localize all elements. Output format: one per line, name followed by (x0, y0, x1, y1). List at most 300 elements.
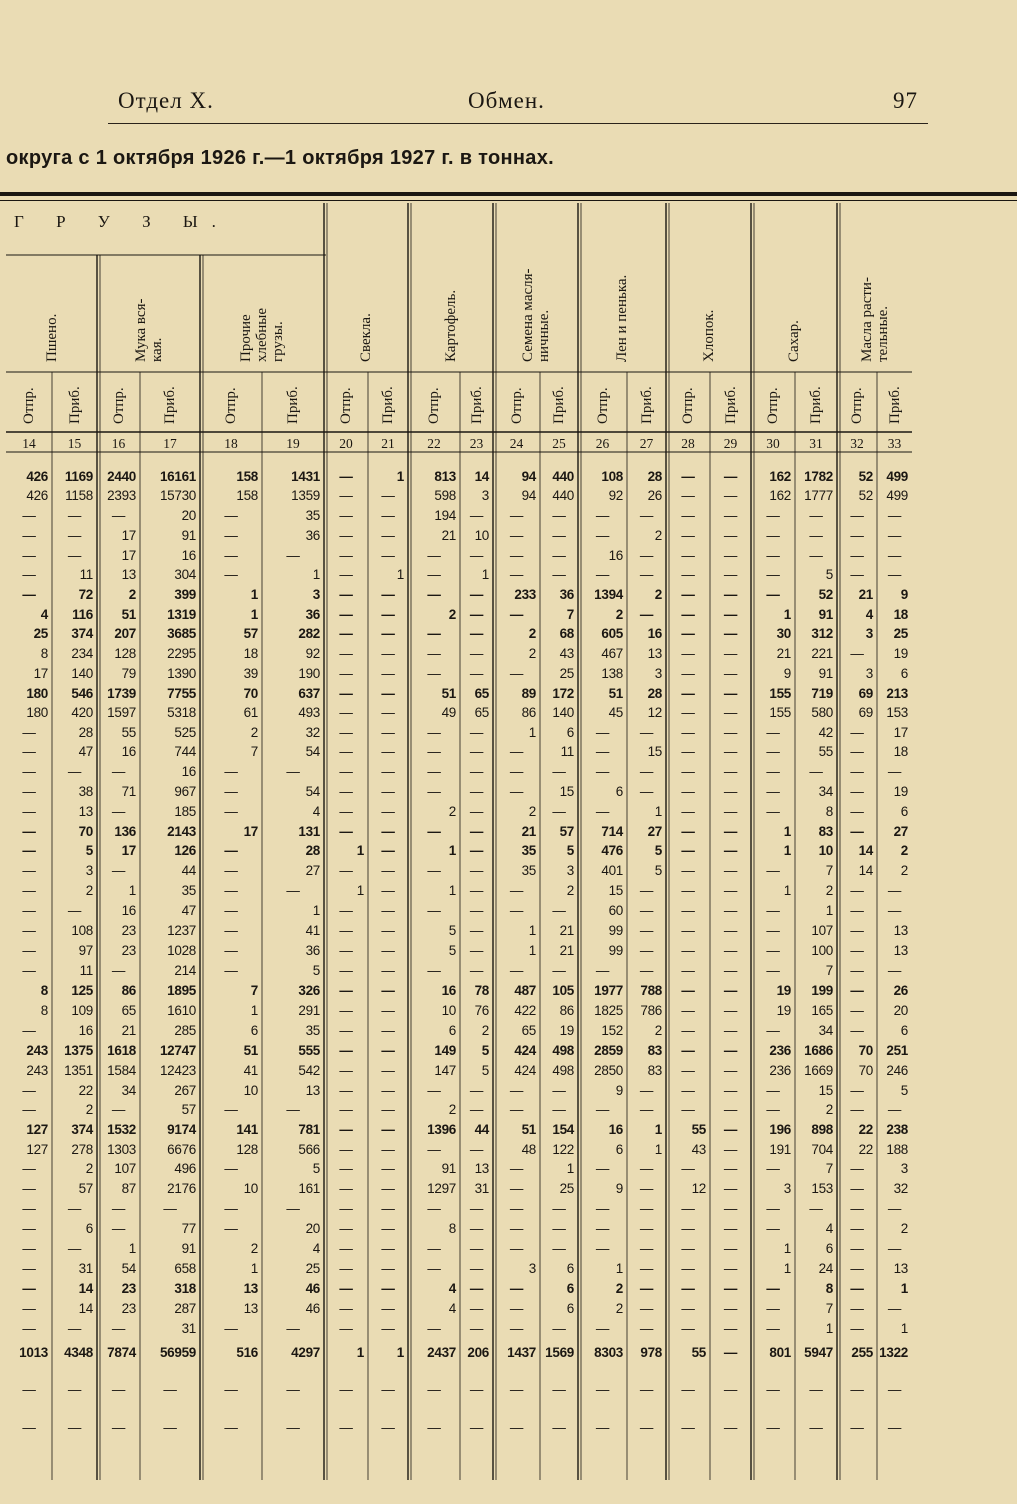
table-cell: — (22, 1281, 36, 1296)
table-cell: 8 (825, 1281, 833, 1296)
table-cell: 35 (521, 863, 536, 878)
table-cell: — (469, 883, 484, 898)
sublabel-in-1: Приб. (66, 386, 83, 424)
table-cell: 246 (886, 1063, 908, 1078)
table-cell: 14 (78, 1281, 93, 1296)
table-cell: 154 (552, 1122, 574, 1137)
table-cell: 1 (900, 1321, 908, 1336)
table-cell: 55 (121, 725, 136, 740)
table-cell: — (552, 1382, 566, 1397)
table-cell: 1 (250, 587, 258, 602)
table-cell: — (286, 1321, 300, 1336)
table-cell: — (67, 528, 82, 543)
table-cell: — (67, 1201, 82, 1216)
table-cell: 15 (818, 1083, 833, 1098)
table-cell: 401 (601, 863, 623, 878)
table-cell: — (381, 824, 395, 839)
table-cell: 1394 (594, 587, 623, 602)
table-cell: 499 (886, 469, 908, 484)
table-cell: — (552, 567, 566, 582)
table-cell: — (427, 548, 441, 563)
table-cell: 2 (85, 1102, 93, 1117)
table-cell: 1375 (64, 1043, 93, 1058)
table-cell: 1777 (804, 488, 833, 503)
table-cell: 116 (72, 607, 93, 622)
table-cell: 185 (174, 804, 196, 819)
table-cell: — (723, 1063, 738, 1078)
table-cell: 8 (448, 1221, 456, 1236)
table-cell: 51 (441, 686, 456, 701)
table-cell: 3 (566, 863, 574, 878)
table-cell: 196 (769, 1122, 791, 1137)
table-cell: 1 (528, 923, 536, 938)
table-cell: 21 (521, 824, 536, 839)
table-cell: — (339, 1241, 353, 1256)
table-cell: — (723, 903, 738, 918)
table-cell: 34 (121, 1083, 136, 1098)
column-number: 26 (595, 436, 610, 451)
table-cell: 714 (601, 824, 623, 839)
table-cell: — (723, 1161, 738, 1176)
table-cell: — (224, 508, 238, 523)
table-cell: — (469, 1201, 484, 1216)
table-cell: 1 (783, 607, 791, 622)
column-number: 15 (67, 436, 82, 451)
table-cell: — (766, 923, 780, 938)
table-cell: — (224, 1321, 238, 1336)
table-cell: 605 (601, 626, 623, 641)
table-cell: — (681, 1083, 695, 1098)
commodity-header-9: Масла расти- тельные. (858, 277, 891, 362)
table-cell: 2 (250, 725, 258, 740)
table-cell: 580 (811, 705, 833, 720)
table-cell: — (595, 963, 610, 978)
table-cell: 1 (396, 469, 404, 484)
table-cell: — (850, 764, 864, 779)
table-cell: 1610 (167, 1003, 196, 1018)
table-cell: — (469, 804, 484, 819)
table-cell: — (723, 1142, 738, 1157)
table-cell: — (766, 1102, 780, 1117)
table-cell: 2295 (167, 646, 196, 661)
table-cell: — (224, 1161, 238, 1176)
table-cell: — (723, 1043, 738, 1058)
table-cell: — (469, 1142, 484, 1157)
table-cell: — (381, 1420, 395, 1435)
table-cell: — (111, 1420, 126, 1435)
table-cell: 233 (514, 587, 536, 602)
table-cell: 109 (71, 1003, 93, 1018)
table-cell: — (766, 1321, 780, 1336)
table-cell: — (681, 587, 695, 602)
table-cell: — (427, 587, 441, 602)
column-number: 32 (850, 436, 864, 451)
table-cell: — (381, 764, 395, 779)
table-cell: — (723, 943, 738, 958)
table-cell: — (339, 1281, 353, 1296)
table-cell: 637 (298, 686, 320, 701)
table-cell: 9 (615, 1181, 623, 1196)
table-cell: — (427, 824, 441, 839)
table-cell: 12 (691, 1181, 706, 1196)
table-cell: 1825 (594, 1003, 623, 1018)
table-cell: 52 (858, 469, 873, 484)
table-cell: — (595, 764, 610, 779)
table-cell: — (723, 587, 738, 602)
table-cell: — (22, 1221, 36, 1236)
table-cell: — (22, 744, 36, 759)
table-cell: — (809, 528, 823, 543)
table-cell: — (286, 764, 300, 779)
table-cell: — (509, 1083, 524, 1098)
table-cell: — (850, 1420, 864, 1435)
table-cell: 2 (528, 646, 536, 661)
column-number: 16 (111, 436, 126, 451)
table-cell: 487 (514, 983, 536, 998)
table-cell: — (67, 764, 82, 779)
table-cell: 55 (691, 1122, 706, 1137)
column-number: 33 (887, 436, 902, 451)
table-cell: 52 (858, 488, 873, 503)
table-cell: — (850, 548, 864, 563)
column-number: 23 (469, 436, 484, 451)
table-cell: — (469, 1102, 484, 1117)
table-cell: 1584 (107, 1063, 136, 1078)
table-cell: — (509, 1420, 524, 1435)
table-cell: — (595, 744, 610, 759)
table-cell: 476 (601, 843, 623, 858)
table-cell: 236 (769, 1063, 791, 1078)
table-cell: — (723, 1102, 738, 1117)
table-cell: — (887, 1420, 902, 1435)
table-cell: 1782 (804, 469, 833, 484)
table-cell: 2 (615, 1301, 623, 1316)
table-cell: — (22, 587, 36, 602)
table-cell: — (766, 804, 780, 819)
table-cell: — (850, 1261, 864, 1276)
table-cell: — (381, 963, 395, 978)
table-cell: — (766, 528, 780, 543)
table-cell: 13 (305, 1083, 320, 1098)
table-cell: — (381, 666, 395, 681)
table-cell: 17 (33, 666, 48, 681)
table-cell: — (339, 1382, 353, 1397)
table-cell: — (381, 1102, 395, 1117)
table-cell: 140 (552, 705, 574, 720)
table-cell: 1 (356, 1345, 364, 1360)
table-cell: — (509, 1181, 524, 1196)
table-cell: 19 (893, 646, 908, 661)
table-cell: 1158 (65, 488, 93, 503)
table-cell: 28 (305, 843, 320, 858)
table-cell: — (22, 963, 36, 978)
table-cell: 11 (79, 963, 93, 978)
table-cell: 23 (121, 1281, 136, 1296)
table-cell: 19 (776, 1003, 791, 1018)
table-cell: — (595, 1420, 610, 1435)
table-cell: — (681, 666, 695, 681)
table-cell: — (850, 1003, 864, 1018)
table-cell: — (381, 1181, 395, 1196)
table-cell: — (887, 1241, 902, 1256)
table-cell: — (850, 646, 864, 661)
table-cell: — (111, 963, 126, 978)
table-cell: — (639, 725, 654, 740)
table-cell: 47 (181, 903, 196, 918)
table-cell: — (723, 1003, 738, 1018)
table-cell: — (339, 469, 353, 484)
table-cell: — (339, 1102, 353, 1117)
table-cell: — (595, 528, 610, 543)
table-cell: 8303 (594, 1345, 623, 1360)
table-cell: — (809, 1201, 823, 1216)
column-number: 30 (766, 436, 780, 451)
table-cell: — (681, 963, 695, 978)
table-cell: — (766, 1281, 780, 1296)
table-cell: 17 (243, 824, 258, 839)
table-cell: — (723, 666, 738, 681)
table-cell: — (339, 1201, 353, 1216)
table-cell: — (809, 548, 823, 563)
table-cell: 34 (818, 1023, 833, 1038)
table-cell: — (850, 1023, 864, 1038)
table-cell: 35 (305, 508, 320, 523)
table-cell: 91 (441, 1161, 456, 1176)
table-cell: — (552, 804, 566, 819)
table-cell: 16 (78, 1023, 93, 1038)
table-cell: — (509, 1382, 524, 1397)
table-cell: — (723, 843, 738, 858)
table-cell: — (766, 1083, 780, 1098)
table-cell: — (339, 1063, 353, 1078)
table-cell: — (469, 1261, 484, 1276)
table-cell: 1 (250, 1003, 258, 1018)
table-cell: — (163, 1382, 177, 1397)
table-cell: 2 (528, 626, 536, 641)
table-cell: — (723, 1281, 738, 1296)
table-cell: — (22, 784, 36, 799)
table-cell: — (469, 903, 484, 918)
table-cell: — (723, 744, 738, 759)
table-cell: 17 (121, 528, 136, 543)
sublabel-in-17: Приб. (808, 386, 824, 424)
table-cell: 1 (528, 943, 536, 958)
table-cell: — (469, 646, 484, 661)
table-cell: — (766, 587, 780, 602)
table-cell: — (723, 508, 738, 523)
table-cell: 16 (441, 983, 456, 998)
table-cell: 2176 (167, 1181, 196, 1196)
table-cell: 52 (818, 587, 833, 602)
table-cell: — (850, 804, 864, 819)
table-cell: — (224, 883, 238, 898)
table-cell: — (469, 548, 484, 563)
table-cell: 282 (298, 626, 320, 641)
table-cell: — (639, 1221, 654, 1236)
table-cell: — (469, 863, 484, 878)
table-cell: — (850, 725, 864, 740)
table-cell: — (381, 923, 395, 938)
column-number: 19 (286, 436, 300, 451)
table-cell: — (381, 1122, 395, 1137)
table-cell: 2393 (107, 488, 136, 503)
table-cell: 374 (71, 1122, 93, 1137)
column-number: 22 (427, 436, 441, 451)
table-cell: — (509, 1161, 524, 1176)
table-cell: 6 (448, 1023, 456, 1038)
table-cell: — (427, 725, 441, 740)
table-cell: 4 (448, 1301, 456, 1316)
table-cell: — (681, 883, 695, 898)
table-cell: — (639, 1102, 654, 1117)
table-cell: 36 (305, 607, 320, 622)
table-cell: 128 (236, 1142, 258, 1157)
table-cell: 12747 (159, 1043, 196, 1058)
table-cell: — (381, 1161, 395, 1176)
table-cell: 34 (818, 784, 833, 799)
table-cell: — (469, 725, 484, 740)
table-cell: — (887, 1102, 902, 1117)
table-cell: 161 (298, 1181, 320, 1196)
table-cell: — (723, 804, 738, 819)
table-cell: 8 (40, 1003, 48, 1018)
table-cell: — (681, 1281, 695, 1296)
table-cell: 13 (647, 646, 662, 661)
table-cell: 2 (654, 528, 662, 543)
table-cell: 35 (521, 843, 536, 858)
table-cell: — (681, 1221, 695, 1236)
table-cell: 7 (566, 607, 574, 622)
table-cell: 162 (769, 488, 791, 503)
table-cell: — (850, 1301, 864, 1316)
table-cell: 91 (818, 666, 833, 681)
table-cell: — (163, 1420, 177, 1435)
table-cell: 31 (474, 1181, 489, 1196)
table-cell: — (723, 1181, 738, 1196)
table-cell: — (469, 1382, 484, 1397)
table-cell: — (850, 923, 864, 938)
table-cell: 28 (647, 469, 662, 484)
table-cell: 2 (654, 587, 662, 602)
table-cell: 16 (608, 548, 623, 563)
table-cell: 2143 (167, 824, 196, 839)
table-cell: — (469, 1301, 484, 1316)
table-cell: — (224, 804, 238, 819)
table-cell: 56959 (159, 1345, 196, 1360)
chapter-label: Обмен. (468, 88, 545, 113)
table-cell: — (381, 1261, 395, 1276)
table-cell: 7874 (107, 1345, 136, 1360)
table-cell: — (809, 508, 823, 523)
table-cell: 22 (78, 1083, 93, 1098)
table-cell: — (427, 1201, 441, 1216)
table-cell: 6676 (167, 1142, 196, 1157)
table-cell: 291 (298, 1003, 320, 1018)
table-cell: — (850, 567, 864, 582)
table-cell: — (427, 784, 441, 799)
table-cell: — (286, 883, 300, 898)
table-cell: 35 (305, 1023, 320, 1038)
table-cell: — (381, 1221, 395, 1236)
table-cell: 138 (601, 666, 623, 681)
table-cell: 2 (654, 1023, 662, 1038)
table-cell: 6 (615, 1142, 623, 1157)
table-cell: 546 (71, 686, 93, 701)
table-cell: 141 (236, 1122, 258, 1137)
table-cell: — (509, 764, 524, 779)
table-cell: — (639, 1261, 654, 1276)
table-cell: — (766, 903, 780, 918)
table-cell: — (639, 1201, 654, 1216)
table-cell: 318 (174, 1281, 196, 1296)
table-cell: — (381, 488, 395, 503)
table-cell: — (766, 744, 780, 759)
table-cell: — (850, 1321, 864, 1336)
table-cell: — (381, 1301, 395, 1316)
table-cell: 94 (521, 469, 536, 484)
table-cell: 94 (521, 488, 536, 503)
table-cell: — (639, 784, 654, 799)
table-cell: 5 (448, 923, 456, 938)
table-cell: — (509, 883, 524, 898)
table-cell: 8 (825, 804, 833, 819)
table-cell: — (381, 863, 395, 878)
table-cell: 6 (825, 1241, 833, 1256)
table-cell: — (509, 1201, 524, 1216)
table-cell: 14 (858, 843, 873, 858)
table-cell: — (381, 1043, 395, 1058)
table-cell: 42 (818, 725, 833, 740)
table-cell: 1 (783, 1261, 791, 1276)
table-cell: — (809, 764, 823, 779)
table-cell: 11 (79, 567, 93, 582)
column-number: 31 (809, 436, 823, 451)
table-cell: 1 (481, 567, 489, 582)
table-cell: 20 (893, 1003, 908, 1018)
table-cell: — (887, 764, 902, 779)
table-cell: — (22, 1382, 36, 1397)
table-cell: 180 (26, 705, 48, 720)
table-cell: — (850, 1382, 864, 1397)
table-cell: — (681, 1420, 695, 1435)
table-cell: — (723, 488, 738, 503)
table-cell: 2 (528, 804, 536, 819)
table-cell: 45 (608, 705, 623, 720)
table-cell: 285 (174, 1023, 196, 1038)
table-cell: 158 (236, 469, 258, 484)
table-cell: 16 (181, 764, 196, 779)
table-cell: — (381, 903, 395, 918)
table-cell: — (766, 725, 780, 740)
table-cell: 147 (434, 1063, 456, 1078)
table-cell: — (427, 1261, 441, 1276)
table-cell: 658 (174, 1261, 196, 1276)
table-cell: 3 (312, 587, 320, 602)
table-cell: — (723, 1321, 738, 1336)
table-cell: 23 (121, 923, 136, 938)
table-cell: 131 (298, 824, 320, 839)
table-cell: 5 (566, 843, 574, 858)
table-cell: — (681, 469, 695, 484)
table-cell: — (339, 587, 353, 602)
table-cell: 92 (608, 488, 623, 503)
table-cell: 86 (559, 1003, 574, 1018)
table-cell: 13 (78, 804, 93, 819)
table-cell: 4297 (291, 1345, 320, 1360)
table-cell: — (850, 903, 864, 918)
table-cell: 61 (243, 705, 258, 720)
table-cell: — (766, 508, 780, 523)
